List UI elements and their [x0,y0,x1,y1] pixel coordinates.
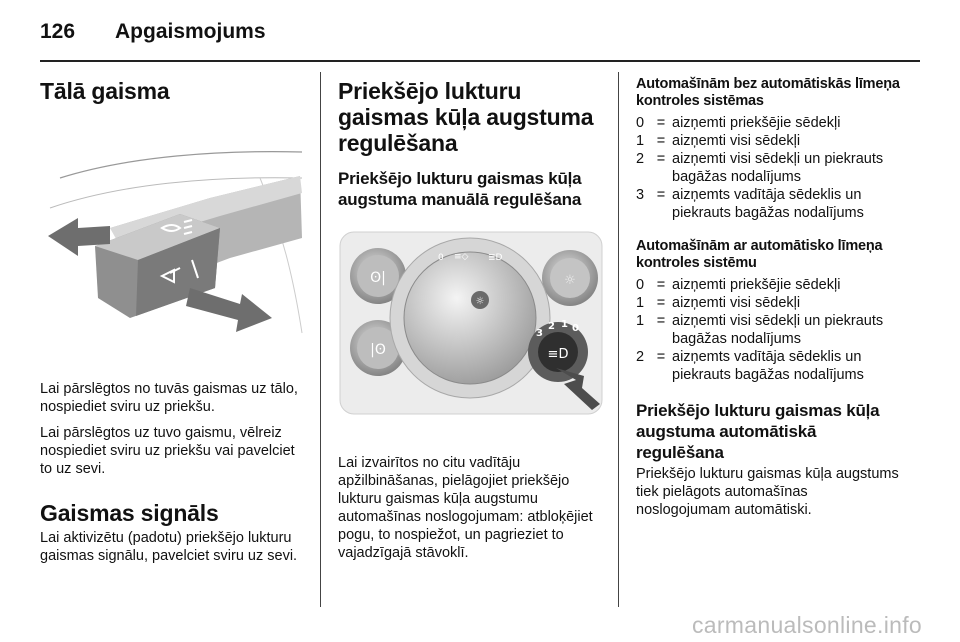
brightness-icon: ☼ [475,296,485,307]
header-rule [40,60,920,62]
position-zero-label: 0 [438,253,444,263]
paragraph: Lai pārslēgtos no tuvās gaismas uz tālo, nospiediet sviru uz priekšu. [40,381,298,415]
paragraph: Priekšējo lukturu gaismas kūļa augstums tiek pielāgots automašīnas noslogojumam automātiski. [636,466,899,518]
lever-illustration [40,118,308,340]
subsection-title-no-auto: Automašīnām bez automātiskās līmeņa kontroles sistēmas [636,76,900,109]
range-position-1: 1 [561,319,568,330]
range-position-2: 2 [548,321,555,332]
paragraph: Lai pārslēgtos uz tuvo gaismu, vēlreiz nospiediet sviru uz priekšu vai pavelciet to uz sevi. [40,425,295,477]
light-switch-illustration [338,228,606,418]
watermark: carmanualsonline.info [691,612,922,638]
parking-light-icon: ☼ [564,273,576,288]
range-position-3: 3 [536,328,543,339]
fog-light-icon: ʘ| [370,270,386,286]
subsection-title-automatic: Priekšējo lukturu gaismas kūļa augstuma automātiskā regulēšana [636,401,880,462]
list-item: 1 = aizņemti visi sēdekļi un piekrauts bagāžas nodalījums [636,313,884,347]
paragraph: Lai izvairītos no citu vadītāju apžilbināšanas, pielāgojiet priekšējo lukturu gaismas kūļa augstumu automašīnas noslogojumam: atbloķējiet pogu, to nospiežot, un pagrieziet to vajadzīgajā stāvoklī. [338,455,593,561]
list-item: 3 = aizņemts vadītāja sēdeklis un piekrauts bagāžas nodalījums [636,187,864,221]
chapter-title: Apgaismojums [115,20,266,43]
column-divider [320,72,321,607]
page-header [40,20,266,50]
rear-fog-icon: |ʘ [370,342,386,358]
column-1 [40,72,308,565]
range-position-0: 0 [572,323,579,334]
dipped-beam-icon: ≣D [488,253,503,263]
column-divider [618,72,619,607]
headlamp-range-icon: ≡D [547,347,569,362]
paragraph: Lai aktivizētu (padotu) priekšējo lukturu gaismas signālu, pavelciet sviru uz sevi. [40,530,298,564]
list-item: 0 = aizņemti priekšējie sēdekļi [636,277,841,293]
column-2 [338,72,606,562]
list-item: 0 = aizņemti priekšējie sēdekļi [636,115,841,131]
headlight-switch-figure [338,228,606,418]
column-3 [636,72,904,519]
turn-signal-lever-figure [40,118,308,340]
list-item: 2 = aizņemti visi sēdekļi un piekrauts bagāžas nodalījums [636,151,884,185]
load-list-auto [636,276,904,384]
sidelight-icon: ≡◇ [454,252,469,262]
arrow-down-right-icon [186,288,272,332]
list-item: 1 = aizņemti visi sēdekļi [636,295,801,311]
subsection-title-manual: Priekšējo lukturu gaismas kūļa augstuma manuālā regulēšana [338,169,582,209]
section-title-range: Priekšējo lukturu gaismas kūļa augstuma regulēšana [338,78,594,156]
page-number: 126 [40,20,76,43]
subsection-title-auto: Automašīnām ar automātisko līmeņa kontroles sistēmu [636,238,883,271]
section-title-high-beam: Tālā gaisma [40,78,170,104]
list-item: 2 = aizņemts vadītāja sēdeklis un piekrauts bagāžas nodalījums [636,349,864,383]
section-title-signal: Gaismas signāls [40,500,219,526]
list-item: 1 = aizņemti visi sēdekļi [636,133,801,149]
load-list-manual [636,114,904,222]
